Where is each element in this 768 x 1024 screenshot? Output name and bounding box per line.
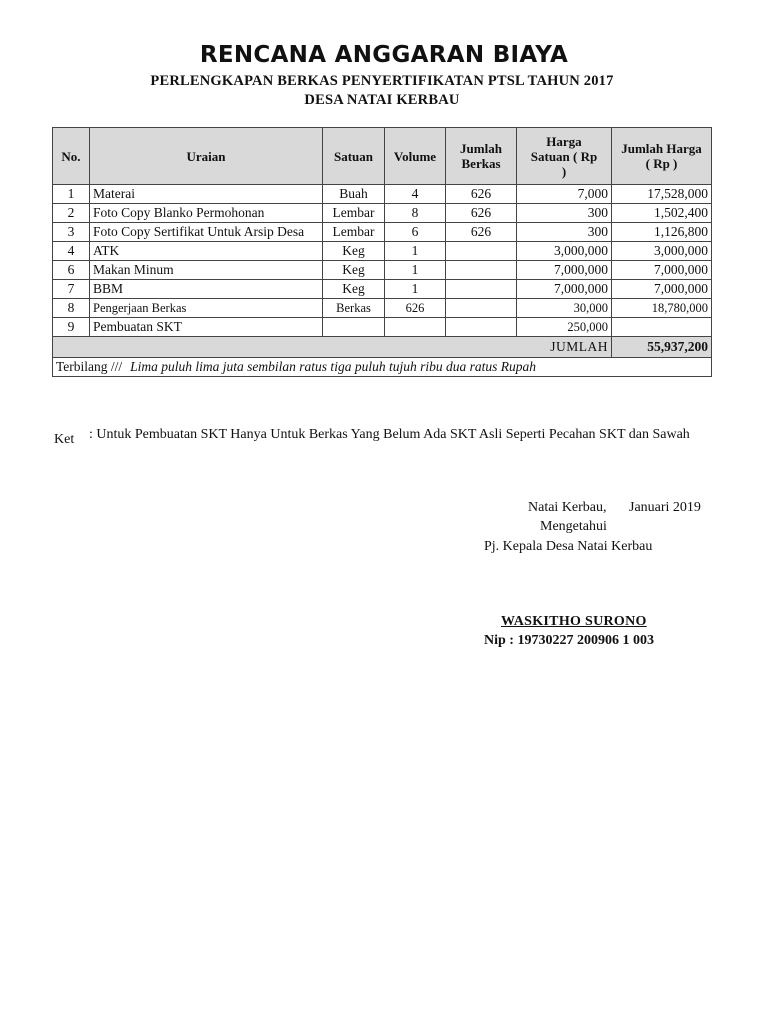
- cell-harga-satuan: 7,000,000: [517, 261, 612, 280]
- cell-jumlah-harga: 7,000,000: [612, 280, 712, 299]
- keterangan-label: Ket: [54, 432, 75, 447]
- cell-jumlah-harga: 1,126,800: [612, 223, 712, 242]
- cell-no: 3: [53, 223, 90, 242]
- cell-uraian: Foto Copy Sertifikat Untuk Arsip Desa: [90, 223, 323, 242]
- terbilang-row: [53, 358, 712, 377]
- cell-satuan: Lembar: [323, 204, 385, 223]
- table-row: [53, 318, 712, 337]
- cell-volume: 8: [385, 204, 446, 223]
- col-header-volume: Volume: [385, 128, 446, 185]
- cell-satuan: Keg: [323, 261, 385, 280]
- col-header-uraian: Uraian: [90, 128, 323, 185]
- cell-volume: 6: [385, 223, 446, 242]
- cell-no: 1: [53, 185, 90, 204]
- keterangan-text: : Untuk Pembuatan SKT Hanya Untuk Berkas Yang Belum Ada SKT Asli Seperti Pecahan SKT dan Sawah: [89, 427, 690, 442]
- cell-no: 6: [53, 261, 90, 280]
- cell-uraian: Makan Minum: [90, 261, 323, 280]
- cell-berkas: [446, 242, 517, 261]
- cell-satuan: Berkas: [323, 299, 385, 318]
- cell-harga-satuan: 300: [517, 204, 612, 223]
- cell-berkas: [446, 299, 517, 318]
- cell-no: 8: [53, 299, 90, 318]
- cell-berkas: [446, 280, 517, 299]
- signatory-nip: Nip : 19730227 200906 1 003: [484, 633, 654, 648]
- cell-berkas: 626: [446, 204, 517, 223]
- cell-uraian: Pembuatan SKT: [90, 318, 323, 337]
- cell-volume: 1: [385, 261, 446, 280]
- cell-harga-satuan: 7,000: [517, 185, 612, 204]
- cell-no: 7: [53, 280, 90, 299]
- terbilang-label: Terbilang ///: [56, 359, 123, 374]
- total-value: 55,937,200: [612, 337, 712, 358]
- table-row: [53, 261, 712, 280]
- document-subtitle: PERLENGKAPAN BERKAS PENYERTIFIKATAN PTSL TAHUN 2017: [150, 73, 614, 89]
- cell-satuan: Buah: [323, 185, 385, 204]
- cell-jumlah-harga: 17,528,000: [612, 185, 712, 204]
- col-header-satuan: Satuan: [323, 128, 385, 185]
- col-header-no: No.: [53, 128, 90, 185]
- cell-volume: 1: [385, 280, 446, 299]
- table-row: [53, 299, 712, 318]
- cell-no: 9: [53, 318, 90, 337]
- cell-berkas: 626: [446, 223, 517, 242]
- cell-berkas: [446, 261, 517, 280]
- cell-volume: 4: [385, 185, 446, 204]
- cell-uraian: Pengerjaan Berkas: [90, 299, 323, 318]
- signatory-name: WASKITHO SURONO: [501, 614, 647, 629]
- document-title: RENCANA ANGGARAN BIAYA: [199, 42, 569, 68]
- cell-no: 4: [53, 242, 90, 261]
- cell-harga-satuan: 250,000: [517, 318, 612, 337]
- table-row: [53, 204, 712, 223]
- cell-volume: 626: [385, 299, 446, 318]
- cell-jumlah-harga: 3,000,000: [612, 242, 712, 261]
- cell-jumlah-harga: 18,780,000: [612, 299, 712, 318]
- cell-harga-satuan: 30,000: [517, 299, 612, 318]
- cell-satuan: Keg: [323, 280, 385, 299]
- terbilang-cell: [53, 358, 712, 377]
- cell-jumlah-harga: 1,502,400: [612, 204, 712, 223]
- cell-harga-satuan: 7,000,000: [517, 280, 612, 299]
- table-row: [53, 280, 712, 299]
- signature-position: Pj. Kepala Desa Natai Kerbau: [484, 539, 653, 554]
- total-label: JUMLAH: [53, 337, 612, 358]
- table-row: [53, 185, 712, 204]
- cell-berkas: 626: [446, 185, 517, 204]
- village-name: DESA NATAI KERBAU: [304, 92, 460, 108]
- cell-uraian: BBM: [90, 280, 323, 299]
- cell-satuan: Keg: [323, 242, 385, 261]
- cell-volume: [385, 318, 446, 337]
- cell-jumlah-harga: 7,000,000: [612, 261, 712, 280]
- cell-berkas: [446, 318, 517, 337]
- terbilang-text: Lima puluh lima juta sembilan ratus tiga puluh tujuh ribu dua ratus Rupah: [130, 359, 536, 374]
- budget-table: [52, 127, 712, 377]
- signature-place: Natai Kerbau,: [528, 500, 607, 515]
- cell-volume: 1: [385, 242, 446, 261]
- cell-uraian: Foto Copy Blanko Permohonan: [90, 204, 323, 223]
- cell-harga-satuan: 300: [517, 223, 612, 242]
- total-row: [53, 337, 712, 358]
- cell-satuan: Lembar: [323, 223, 385, 242]
- cell-no: 2: [53, 204, 90, 223]
- cell-jumlah-harga: [612, 318, 712, 337]
- cell-harga-satuan: 3,000,000: [517, 242, 612, 261]
- col-header-jumlah-berkas: Jumlah Berkas: [446, 128, 517, 185]
- table-header-row: [53, 128, 712, 185]
- col-header-harga-satuan: Harga Satuan ( Rp ): [517, 128, 612, 185]
- cell-uraian: Materai: [90, 185, 323, 204]
- cell-satuan: [323, 318, 385, 337]
- cell-uraian: ATK: [90, 242, 323, 261]
- signature-mengetahui: Mengetahui: [540, 519, 607, 534]
- signature-date: Januari 2019: [629, 500, 701, 515]
- table-row: [53, 223, 712, 242]
- col-header-jumlah-harga: Jumlah Harga ( Rp ): [612, 128, 712, 185]
- table-row: [53, 242, 712, 261]
